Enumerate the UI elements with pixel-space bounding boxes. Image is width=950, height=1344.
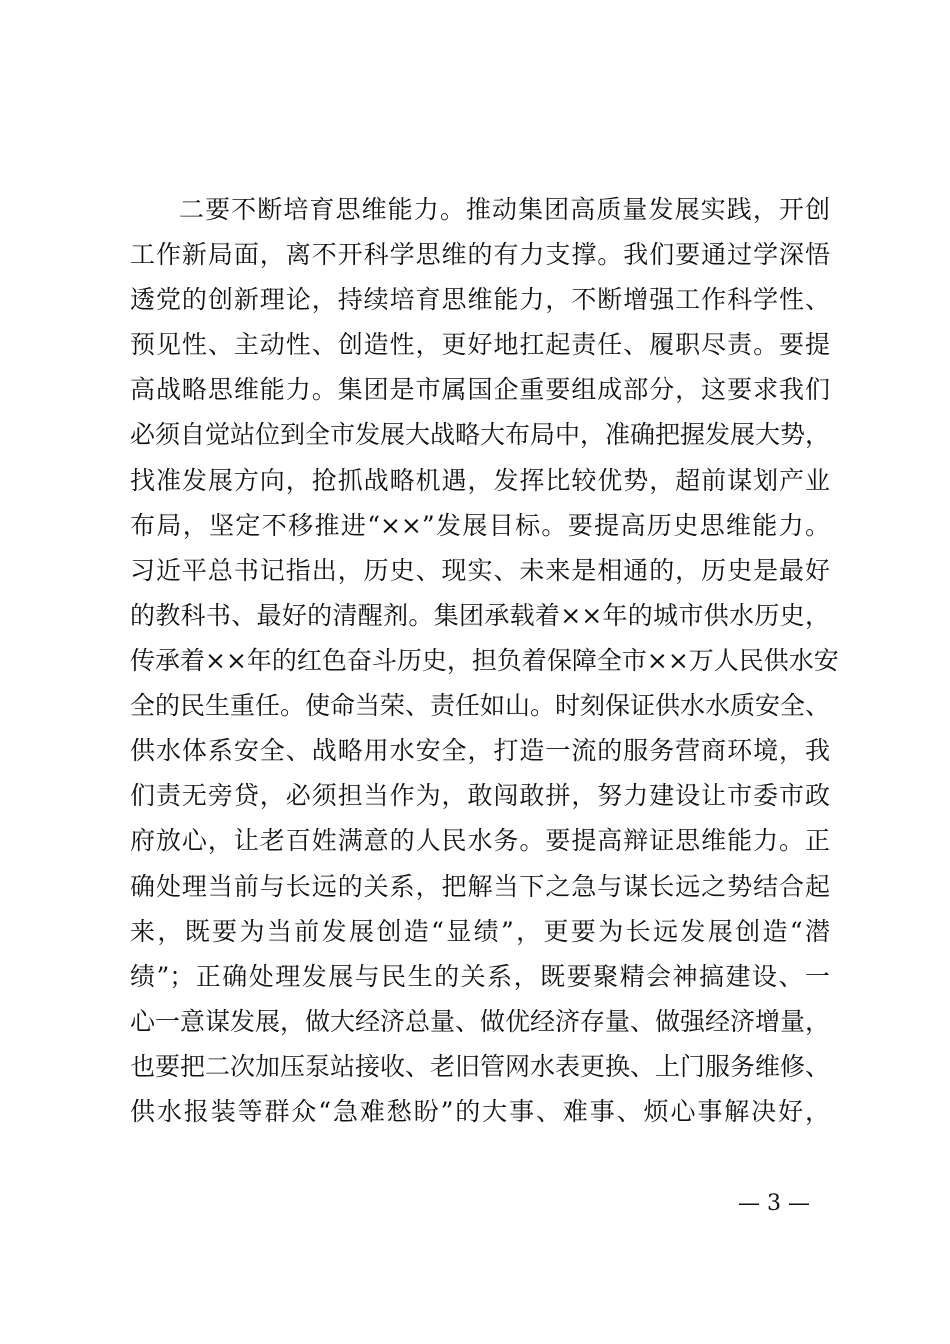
body-line-15: 府放心，让老百姓满意的人民水务。要提高辩证思维能力。正 — [130, 826, 830, 855]
body-line-14: 们责无旁贷，必须担当作为，敢闯敢拼，努力建设让市委市政 — [130, 781, 830, 810]
body-line-18: 绩”；正确处理发展与民生的关系，既要聚精会神搞建设、一 — [130, 962, 830, 991]
body-line-21: 供水报装等群众“急难愁盼”的大事、难事、烦心事解决好， — [130, 1097, 830, 1126]
body-line-17: 来，既要为当前发展创造“显绩”，更要为长远发展创造“潜 — [130, 917, 830, 946]
body-line-3: 透党的创新理论，持续培育思维能力，不断增强工作科学性、 — [130, 285, 830, 314]
body-line-4: 预见性、主动性、创造性，更好地扛起责任、履职尽责。要提 — [130, 330, 830, 359]
body-line-11: 传承着××年的红色奋斗历史，担负着保障全市××万人民供水安 — [130, 646, 839, 675]
body-line-19: 心一意谋发展，做大经济总量、做优经济存量、做强经济增量， — [130, 1007, 831, 1036]
page-number: — 3 — — [738, 1191, 810, 1216]
body-line-6: 必须自觉站位到全市发展大战略大布局中，准确把握发展大势， — [130, 420, 831, 449]
body-line-20: 也要把二次加压泵站接收、老旧管网水表更换、上门服务维修、 — [130, 1052, 831, 1081]
body-line-16: 确处理当前与长远的关系，把解当下之急与谋长远之势结合起 — [130, 872, 830, 901]
body-line-8: 布局，坚定不移推进“××”发展目标。要提高历史思维能力。 — [130, 511, 830, 540]
body-line-13: 供水体系安全、战略用水安全，打造一流的服务营商环境，我 — [130, 736, 830, 765]
body-line-12: 全的民生重任。使命当荣、责任如山。时刻保证供水水质安全、 — [130, 691, 831, 720]
body-line-5: 高战略思维能力。集团是市属国企重要组成部分，这要求我们 — [130, 375, 830, 404]
body-line-2: 工作新局面，离不开科学思维的有力支撑。我们要通过学深悟 — [130, 240, 830, 269]
body-line-7: 找准发展方向，抢抓战略机遇，发挥比较优势，超前谋划产业 — [130, 466, 830, 495]
body-line-9: 习近平总书记指出，历史、现实、未来是相通的，历史是最好 — [130, 556, 830, 585]
body-line-10: 的教科书、最好的清醒剂。集团承载着××年的城市供水历史， — [130, 601, 830, 630]
body-line-1: 二要不断培育思维能力。推动集团高质量发展实践，开创 — [179, 195, 830, 224]
